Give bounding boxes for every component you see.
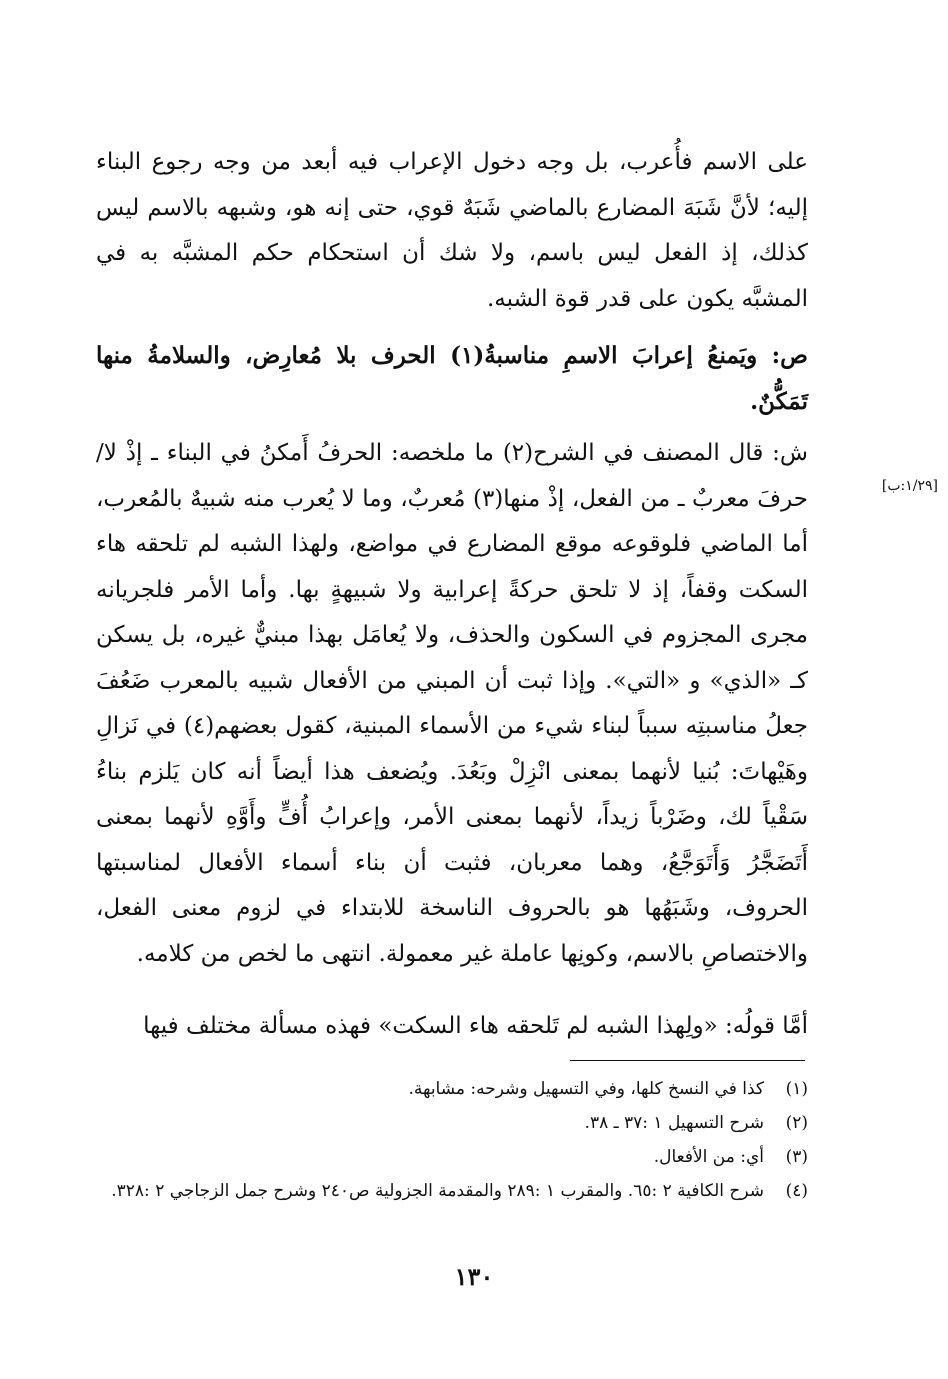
body-paragraph-4: أمَّا قولُه: «ولِهذا الشبه لم تَلحقه هاء السكت» فهذه مسألة مختلف فيها [143, 1013, 808, 1039]
body-paragraph-1: على الاسم فأُعرب، بل وجه دخول الإعراب فيه أبعد من وجه رجوع البناء إليه؛ لأنَّ شَبَهَ المضارع بالماضي شَبَهٌ قوي، حتى إنه هو، وشبهه بالاسم ليس كذلك، إذ الفعل ليس باسم، ولا شك أن استحكام حكم المشبَّه به في المشبَّه يكون على قدر قوة الشبه. [96, 149, 808, 312]
footnote-2-text: شرح التسهيل ١ :٣٧ ـ ٣٨. [584, 1113, 764, 1133]
body-paragraph-3-commentary: ش: قال المصنف في الشرح(٢) ما ملخصه: الحرفُ أَمكنُ في البناء ـ إذْ لا/ حرفَ معربٌ ـ من الفعل، إذْ منها(٣) مُعربٌ، وما لا يُعرب منه شبيهٌ بالمُعرب، أما الماضي فلوقوعه موقع المضارع في مواضع، ولهذا الشبه لم تلحقه هاء السكت وقفاً، إذ لا تلحق حركةً إعرابية ولا شبيهةٍ بها. وأما الأمر فلجريانه مجرى المجزوم في السكون والحذف، ولا يُعامَل بهذا مبنيٌّ غيره، بل يسكن كـ «الذي» و «التي». وإذا ثبت أن المبني من الأفعال شبيه بالمعرب ضَعُفَ جعلُ مناسبتِه سبباً لبناء شيء من الأسماء المبنية، كقول بعضهم(٤) في نَزالِ وهَيْهاتَ: بُنيا لأنهما بمعنى انْزِلْ وبَعُدَ. ويُضعف هذا أيضاً أنه كان يَلزم بناءُ سَقْياً لك، وضَرْباً زيداً، لأنهما بمعنى الأمر، وإعرابُ أُفٍّ وأَوَّهِ لأنهما بمعنى أَتَضَجَّرُ وَأَتَوَجَّعُ، وهما معربان، فثبت أن بناء أسماء الأفعال لمناسبتها الحروف، وشَبَهُها هو بالحروف الناسخة للابتداء في لزوم معنى الفعل، والاختصاصِ بالاسم، وكونِها عاملة غير معمولة. انتهى ما لخص من كلامه. [96, 440, 809, 967]
footnote-1 [96, 1072, 808, 1106]
footnote-3 [96, 1140, 808, 1174]
manuscript-folio-reference: [١/٢٩:ب] [881, 478, 938, 494]
footnote-2 [96, 1106, 808, 1140]
footnote-3-number: (٣) [785, 1147, 808, 1167]
footnote-2-number: (٢) [785, 1113, 808, 1133]
footnote-separator [570, 1060, 805, 1061]
footnote-1-number: (١) [785, 1079, 808, 1099]
footnotes [96, 1072, 808, 1208]
footnote-3-text: أي: من الأفعال. [653, 1147, 764, 1167]
footnote-4 [96, 1174, 808, 1208]
page-number: ١٣٠ [454, 1262, 494, 1291]
footnote-4-number: (٤) [785, 1181, 808, 1201]
footnote-1-text: كذا في النسخ كلها، وفي التسهيل وشرحه: مشابهة. [408, 1079, 764, 1099]
footnote-4-text: شرح الكافية ٢ :٦٥. والمقرب ١ :٢٨٩ والمقدمة الجزولية ص٢٤٠ وشرح جمل الزجاجي ٢ :٣٢٨. [111, 1181, 764, 1201]
body-paragraph-2-text-quote: ص: ويَمنعُ إعرابَ الاسمِ مناسبةُ(١) الحرف بلا مُعارِض، والسلامةُ منها تَمَكُّنٌ. [96, 342, 808, 415]
